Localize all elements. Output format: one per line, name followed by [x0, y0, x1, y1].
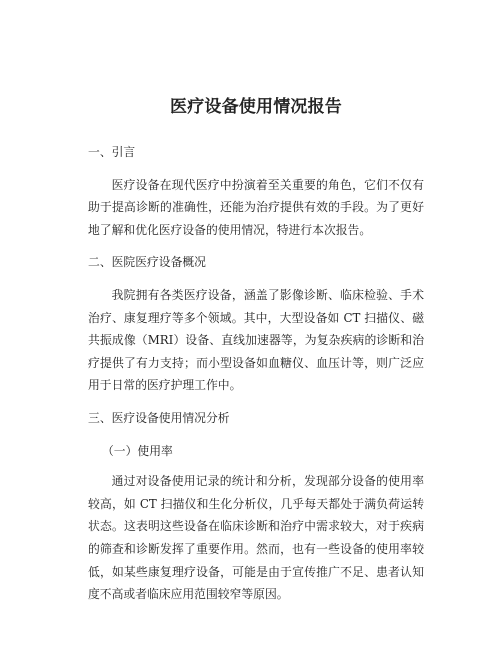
usage-rate-paragraph: 通过对设备使用记录的统计和分析，发现部分设备的使用率较高，如 CT 扫描仪和生化分析仪，几乎每天都处于满负荷运转状态。这表明这些设备在临床诊断和治疗中需求较大，对于疾病的筛查和诊断发挥了重要作用。然而，也有一些设备的使用率较低，如某些康复理疗设备，可能是由于宣传推广不足、患者认知度不高或者临床应用范围较窄等原因。	[88, 474, 424, 602]
document-title: 医疗设备使用情况报告	[170, 97, 342, 117]
subsection-heading-usage-rate: （一）使用率	[102, 443, 173, 458]
overview-paragraph: 我院拥有各类医疗设备，涵盖了影像诊断、临床检验、手术治疗、康复理疗等多个领域。其中，大型设备如 CT 扫描仪、磁共振成像（MRI）设备、直线加速器等，为复杂疾病的诊断和治疗提供了有力支持；而小型设备如血糖仪、血压计等，则广泛应用于日常的医疗护理工作中。	[88, 287, 424, 393]
section-heading-intro: 一、引言	[88, 145, 136, 159]
section-heading-analysis: 三、医疗设备使用情况分析	[88, 410, 230, 425]
section-heading-overview: 二、医院医疗设备概况	[88, 255, 206, 270]
intro-paragraph: 医疗设备在现代医疗中扮演着至关重要的角色，它们不仅有助于提高诊断的准确性，还能为治疗提供有效的手段。为了更好地了解和优化医疗设备的使用情况，特进行本次报告。	[88, 177, 424, 237]
